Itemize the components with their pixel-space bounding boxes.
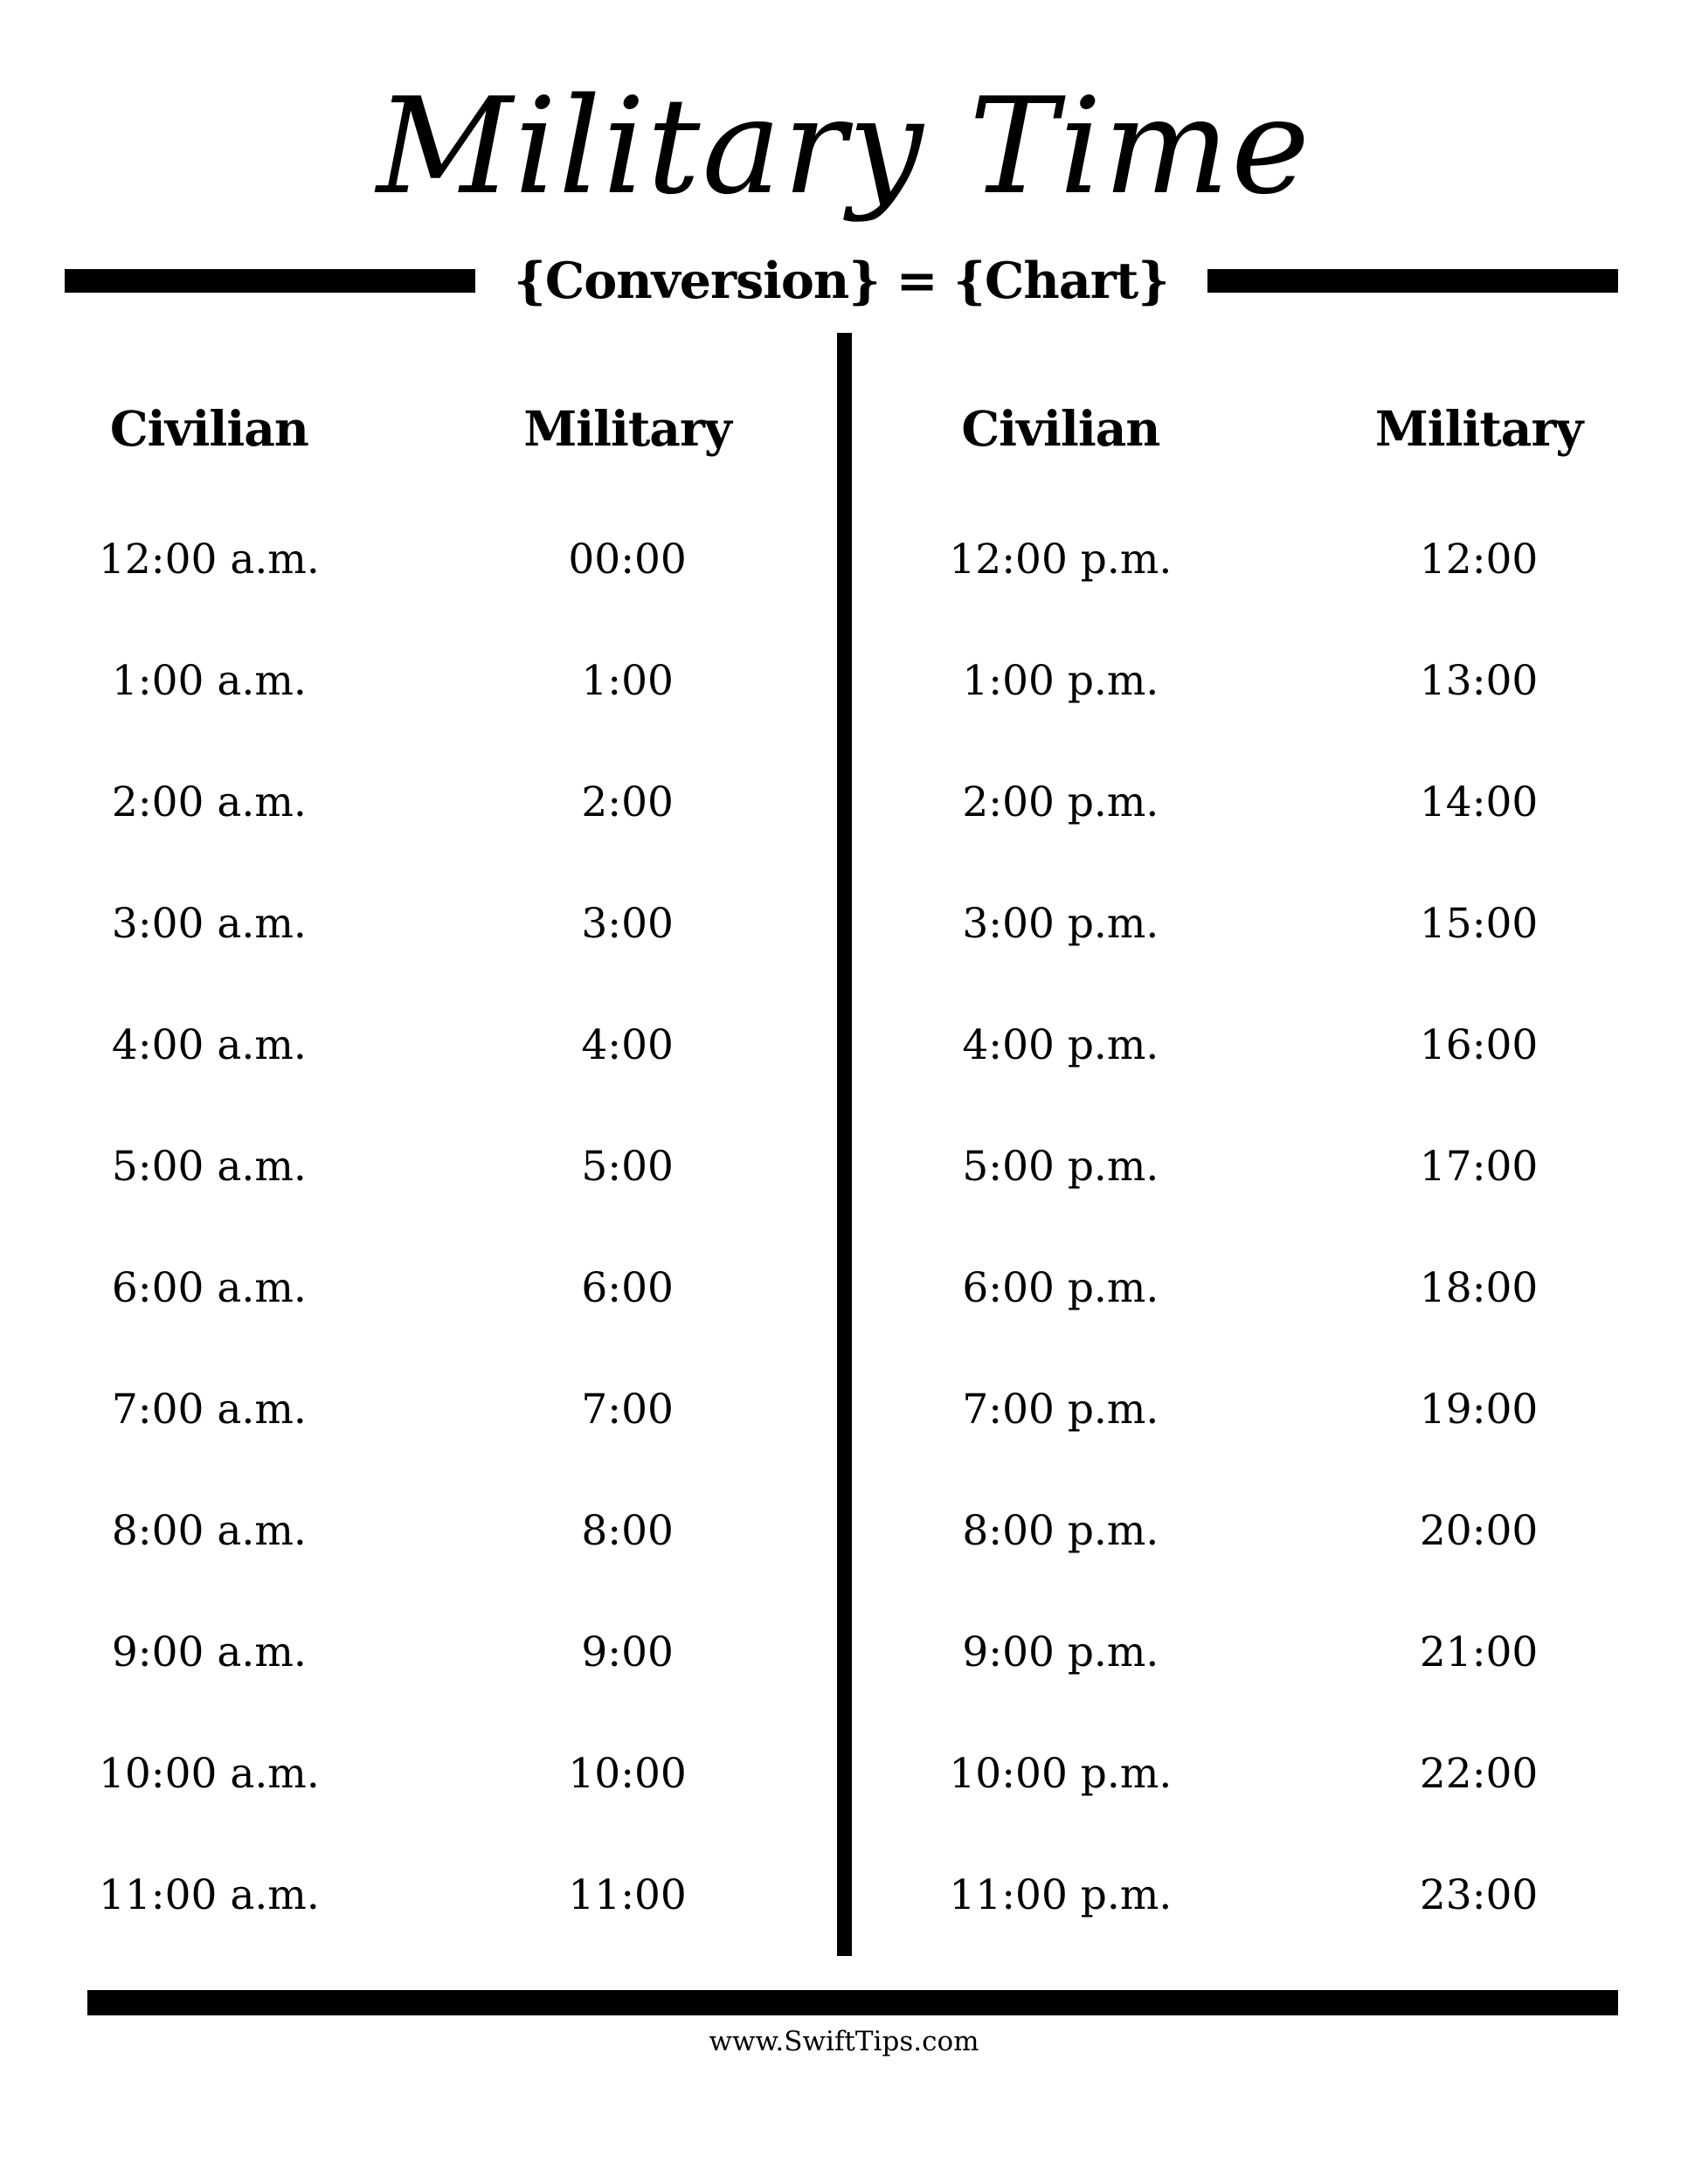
pm-civilian-time: 10:00 p.m. xyxy=(949,1749,1173,1798)
am-civilian-time: 4:00 a.m. xyxy=(111,1020,307,1069)
am-civilian-time: 9:00 a.m. xyxy=(111,1628,307,1676)
am-civilian-time: 8:00 a.m. xyxy=(111,1506,307,1555)
pm-military-time: 19:00 xyxy=(1419,1385,1539,1434)
am-military-time: 3:00 xyxy=(581,899,674,948)
subtitle-right-bar xyxy=(1207,269,1618,293)
pm-civilian-time: 11:00 p.m. xyxy=(949,1870,1173,1919)
pm-military-time: 13:00 xyxy=(1419,656,1539,705)
am-civilian-time: 7:00 a.m. xyxy=(111,1385,307,1434)
pm-civilian-time: 6:00 p.m. xyxy=(962,1263,1159,1312)
am-civilian-time: 2:00 a.m. xyxy=(111,778,307,826)
footer-url: www.SwiftTips.com xyxy=(709,2025,979,2057)
am-military-time: 5:00 xyxy=(581,1142,674,1191)
pm-military-header: Military xyxy=(1374,400,1583,458)
pm-military-time: 20:00 xyxy=(1419,1506,1539,1555)
subtitle-row xyxy=(65,252,1618,310)
page-subtitle: {Conversion} = {Chart} xyxy=(514,251,1169,310)
pm-civilian-time: 5:00 p.m. xyxy=(962,1142,1159,1191)
am-military-time: 7:00 xyxy=(581,1385,674,1434)
pm-civilian-time: 3:00 p.m. xyxy=(962,899,1159,948)
pm-civilian-header: Civilian xyxy=(961,400,1160,458)
am-military-time: 11:00 xyxy=(568,1870,687,1919)
pm-military-time: 14:00 xyxy=(1419,778,1539,826)
pm-military-time: 22:00 xyxy=(1419,1749,1539,1798)
am-civilian-header: Civilian xyxy=(109,400,308,458)
pm-military-time: 18:00 xyxy=(1419,1263,1539,1312)
subtitle-left-bar xyxy=(65,269,475,293)
page-title: Military Time xyxy=(376,69,1312,224)
am-civilian-time: 3:00 a.m. xyxy=(111,899,307,948)
pm-civilian-time: 1:00 p.m. xyxy=(962,656,1159,705)
pm-civilian-time: 8:00 p.m. xyxy=(962,1506,1159,1555)
chart-content xyxy=(0,333,1688,1956)
am-military-time: 10:00 xyxy=(568,1749,687,1798)
am-military-header: Military xyxy=(523,400,731,458)
am-civilian-time: 11:00 a.m. xyxy=(98,1870,320,1919)
pm-table xyxy=(852,333,1688,1956)
am-military-time: 2:00 xyxy=(581,778,674,826)
am-civilian-time: 10:00 a.m. xyxy=(98,1749,320,1798)
pm-military-time: 16:00 xyxy=(1419,1020,1539,1069)
pm-military-time: 21:00 xyxy=(1419,1628,1539,1676)
table-divider xyxy=(837,333,852,1956)
am-military-time: 4:00 xyxy=(581,1020,674,1069)
am-military-time: 6:00 xyxy=(581,1263,674,1312)
am-civilian-time: 1:00 a.m. xyxy=(111,656,307,705)
pm-military-time: 17:00 xyxy=(1419,1142,1539,1191)
am-military-time: 1:00 xyxy=(581,656,674,705)
pm-civilian-time: 4:00 p.m. xyxy=(962,1020,1159,1069)
am-civilian-time: 12:00 a.m. xyxy=(98,535,320,584)
pm-military-time: 12:00 xyxy=(1419,535,1539,584)
pm-civilian-time: 9:00 p.m. xyxy=(962,1628,1159,1676)
pm-civilian-time: 12:00 p.m. xyxy=(949,535,1173,584)
pm-civilian-time: 7:00 p.m. xyxy=(962,1385,1159,1434)
am-civilian-time: 5:00 a.m. xyxy=(111,1142,307,1191)
pm-military-time: 23:00 xyxy=(1419,1870,1539,1919)
footer-bar xyxy=(87,1990,1618,2015)
am-military-time: 9:00 xyxy=(581,1628,674,1676)
am-table xyxy=(0,333,837,1956)
am-military-time: 00:00 xyxy=(568,535,687,584)
am-military-time: 8:00 xyxy=(581,1506,674,1555)
pm-military-time: 15:00 xyxy=(1419,899,1539,948)
pm-civilian-time: 2:00 p.m. xyxy=(962,778,1159,826)
am-civilian-time: 6:00 a.m. xyxy=(111,1263,307,1312)
